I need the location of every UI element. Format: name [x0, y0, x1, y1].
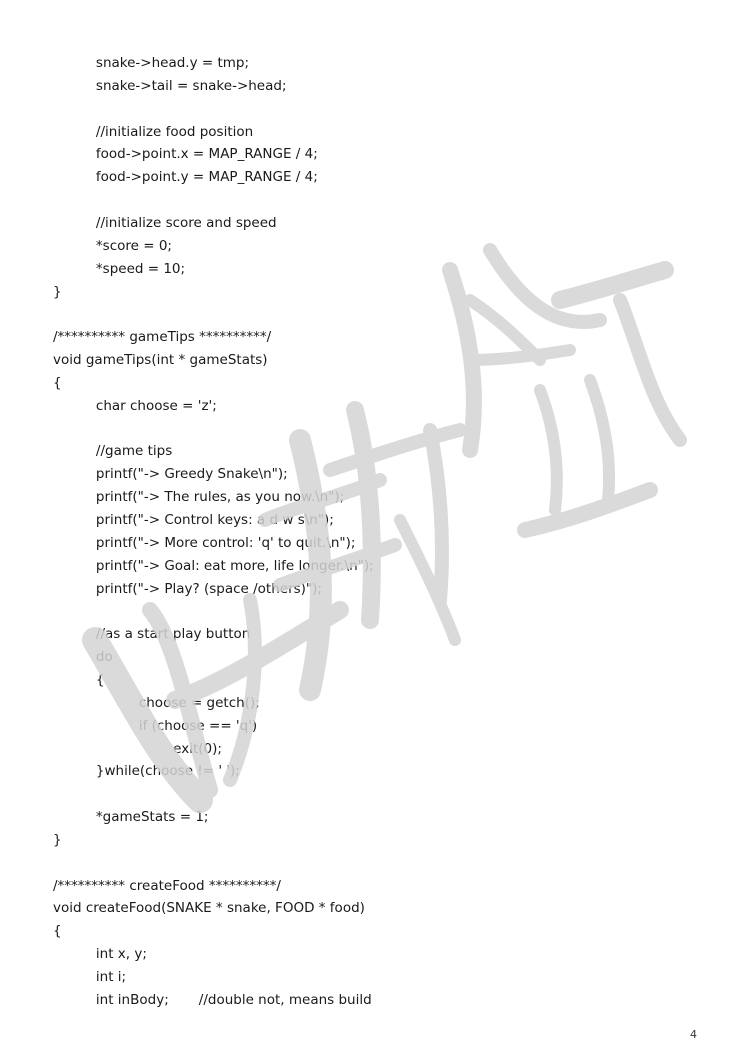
code-line: food->point.x = MAP_RANGE / 4; — [53, 146, 318, 163]
code-line: do — [53, 649, 113, 666]
code-line: //as a start play button — [53, 626, 251, 643]
code-line: *score = 0; — [53, 237, 172, 254]
code-line: /********** createFood **********/ — [53, 877, 281, 894]
code-line: } — [53, 831, 62, 848]
code-line: printf("-> More control: 'q' to quit.\n"); — [53, 534, 356, 551]
code-line: printf("-> Play? (space /others)"); — [53, 580, 322, 597]
code-line: { — [53, 923, 62, 940]
code-line: { — [53, 374, 62, 391]
code-line: printf("-> The rules, as you now.\n"); — [53, 489, 345, 506]
code-line: food->point.y = MAP_RANGE / 4; — [53, 169, 318, 186]
code-line: //initialize food position — [53, 123, 254, 140]
code-line: //initialize score and speed — [53, 214, 277, 231]
code-line: *speed = 10; — [53, 260, 186, 277]
code-line: printf("-> Greedy Snake\n"); — [53, 466, 288, 483]
code-line: snake->tail = snake->head; — [53, 77, 287, 94]
code-line: if (choose == 'q') — [53, 717, 258, 734]
code-line: { — [53, 671, 105, 688]
code-line: int i; — [53, 969, 127, 985]
code-line: exit(0); — [53, 740, 222, 757]
code-line: snake->head.y = tmp; — [53, 55, 250, 71]
code-line: } — [53, 283, 62, 300]
page-number: 4 — [690, 1028, 697, 1041]
code-line: choose = getch(); — [53, 694, 260, 711]
code-line: void gameTips(int * gameStats) — [53, 352, 268, 369]
code-line: printf("-> Control keys: a d w s\n"); — [53, 512, 334, 528]
code-line: int inBody; //double not, means build — [53, 991, 372, 1008]
code-line: }while(choose != ' '); — [53, 763, 240, 780]
code-line: printf("-> Goal: eat more, life longer.\n"); — [53, 557, 374, 574]
code-line: void createFood(SNAKE * snake, FOOD * food) — [53, 900, 365, 917]
code-line: /********** gameTips **********/ — [53, 329, 272, 346]
code-line: int x, y; — [53, 946, 147, 963]
code-line: char choose = 'z'; — [53, 397, 217, 414]
code-line: //game tips — [53, 443, 173, 460]
code-line: *gameStats = 1; — [53, 809, 209, 826]
